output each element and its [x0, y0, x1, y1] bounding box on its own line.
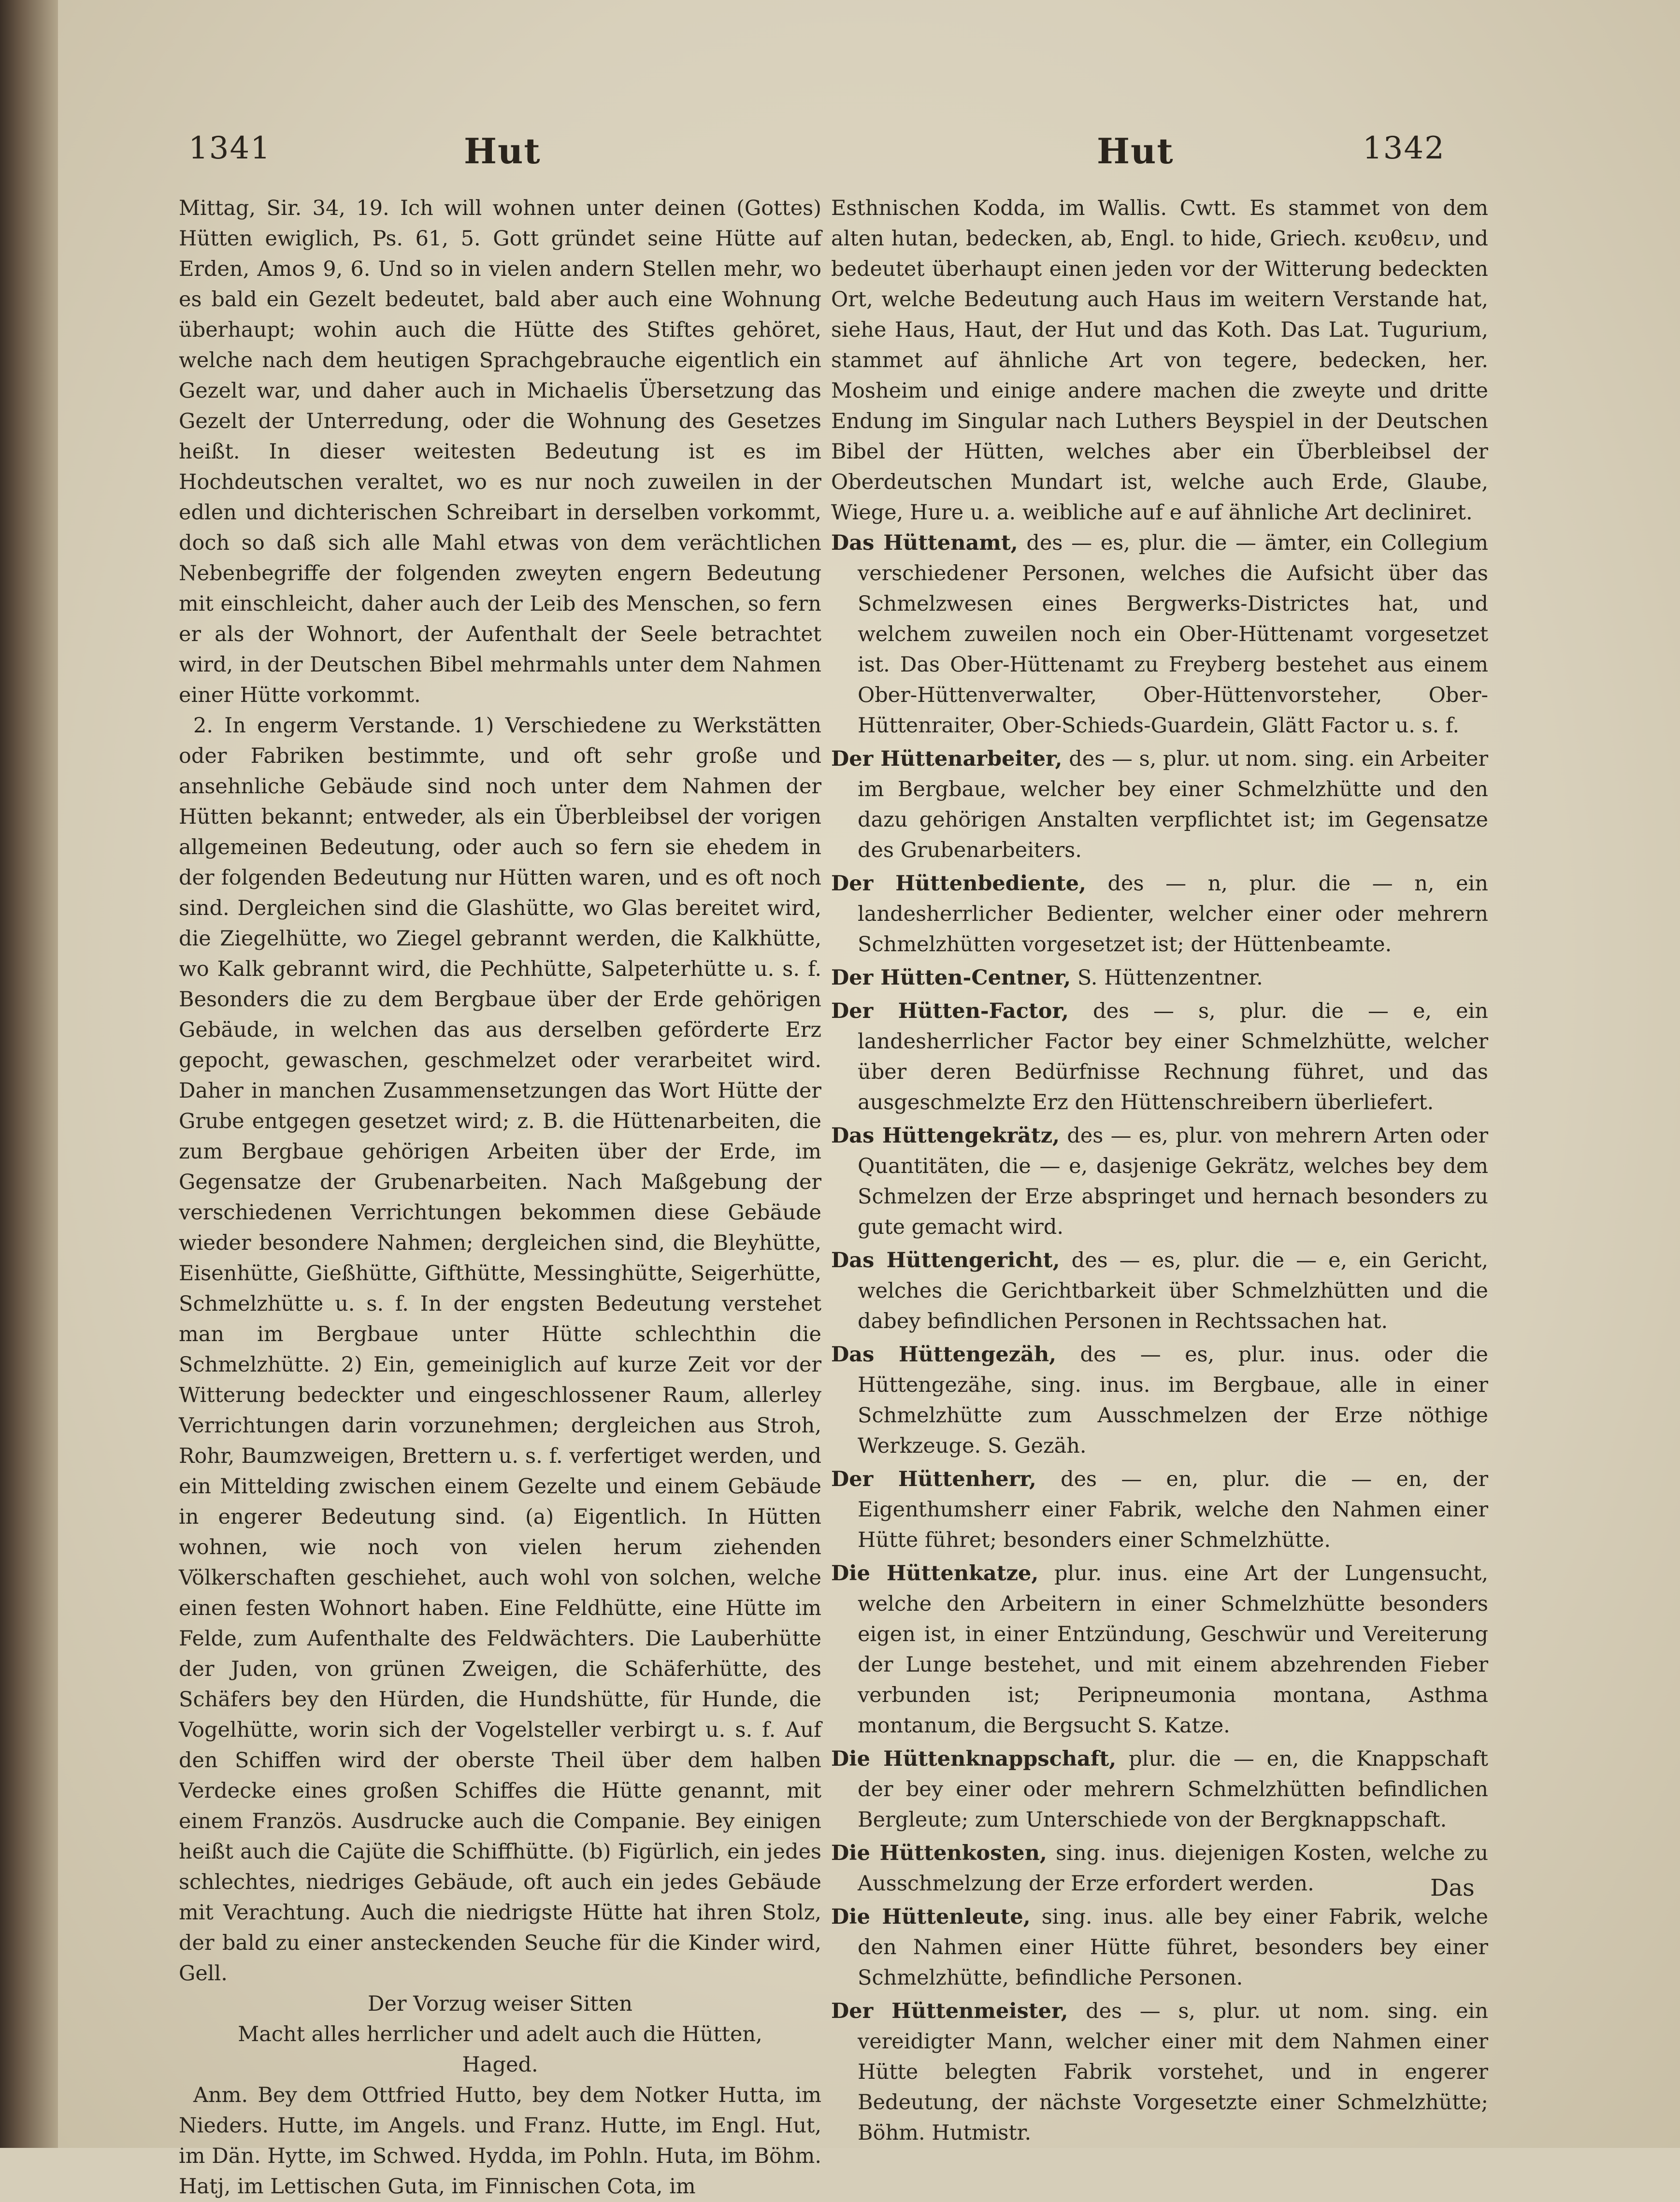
entry-headword: Das Hüttengekrätz, [831, 1124, 1060, 1148]
entry-body: sing. inus. alle bey einer Fabrik, welche den Nahmen einer Hütte führet, besonders bey einer Schmelzhütte, befindliche Personen. [858, 1905, 1489, 1990]
entry-body: plur. inus. eine Art der Lungensucht, welche den Arbeitern in einer Schmelzhütte besonders eigen ist, in einer Entzündung, Geschwür und Vereiterung der Lunge bestehet, und mit einem abzehrenden Fieber verbunden ist; Peripneumonia montana, Asthma montanum, die Bergsucht S. Katze. [858, 1561, 1488, 1738]
entry-body: sing. inus. diejenigen Kosten, welche zu Ausschmelzung der Erze erfordert werden. [858, 1841, 1489, 1896]
verse-line: Macht alles herrlicher und adelt auch die Hütten, [238, 2022, 762, 2046]
entry-headword: Der Hüttenbediente, [831, 872, 1086, 896]
dictionary-entry [831, 1902, 1488, 1993]
page-number-right: 1342 [1363, 130, 1445, 166]
dictionary-entry [831, 744, 1488, 866]
entry-headword: Die Hüttenknappschaft, [831, 1747, 1117, 1771]
entry-headword: Der Hütten-Factor, [831, 999, 1069, 1023]
right-column [831, 193, 1488, 2151]
entry-body: des — s, plur. die — e, ein landesherrlicher Factor bey einer Schmelzhütte, welcher über deren Bedürfnisse Rechnung führet, und das ausgeschmelzte Erz den Hüttenschreibern überliefert. [858, 999, 1488, 1115]
entry-body: des — n, plur. die — n, ein landesherrlicher Bedienter, welcher einer oder mehrern Schmelzhütten vorgesetzet ist; der Hüttenbeamte. [858, 872, 1488, 957]
page-number-left: 1341 [188, 130, 271, 166]
entry-headword: Das Hüttenamt, [831, 531, 1018, 555]
entry-body: des — en, plur. die — en, der Eigenthumsherr einer Fabrik, welche den Nahmen einer Hütte führet; besonders einer Schmelzhütte. [858, 1467, 1489, 1552]
dictionary-entry [831, 1559, 1488, 1741]
annotation-paragraph: Anm. Bey dem Ottfried Hutto, bey dem Notker Hutta, im Nieders. Hutte, im Angels. und Franz. Hutte, im Engl. Hut, im Dän. Hytte, im Schwed. Hydda, im Pohln. Huta, im Böhm. Hatj, im Lettischen Guta, im Finnischen Cota, im [179, 2083, 821, 2199]
dictionary-entry [831, 1245, 1488, 1337]
dictionary-entry [831, 528, 1488, 741]
entry-body: des — es, plur. die — ämter, ein Collegium verschiedener Personen, welches die Aufsicht über das Schmelzwesen eines Bergwerks-Districtes hat, und welchem zuweilen noch ein Ober-Hüttenamt vorgesetzet ist. Das Ober-Hüttenamt zu Freyberg bestehet aus einem Ober-Hüttenverwalter, Ober-Hüttenvorsteher, Ober-Hüttenraiter, Ober-Schieds-Guardein, Glätt Factor u. s. f. [858, 531, 1489, 738]
paragraph: Mittag, Sir. 34, 19. Ich will wohnen unter deinen (Gottes) Hütten ewiglich, Ps. 61, 5. Gott gründet seine Hütte auf Erden, Amos 9, 6. Und so in vielen andern Stellen mehr, wo es bald ein Gezelt bedeutet, bald aber auch eine Wohnung überhaupt; wohin auch die Hütte des Stiftes gehöret, welche nach dem heutigen Sprachgebrauche eigentlich ein Gezelt war, und daher auch in Michaelis Übersetzung das Gezelt der Unterredung, oder die Wohnung des Gesetzes heißt. In dieser weitesten Bedeutung ist es im Hochdeutschen veraltet, wo es nur noch zuweilen in der edlen und dichterischen Schreibart in derselben vorkommt, doch so daß sich alle Mahl etwas von dem verächtlichen Nebenbegriffe der folgenden zweyten engern Bedeutung mit einschleicht, daher auch der Leib des Menschen, so fern er als der Wohnort, der Aufenthalt der Seele betrachtet wird, in der Deutschen Bibel mehrmahls unter dem Nahmen einer Hütte vorkommt. [179, 196, 821, 707]
entry-body: des — s, plur. ut nom. sing. ein vereidigter Mann, welcher einer mit dem Nahmen einer Hütte belegten Fabrik vorstehet, und in engerer Bedeutung, der nächste Vorgesetzte einer Schmelzhütte; Böhm. Hutmistr. [858, 1999, 1489, 2145]
dictionary-entry [831, 869, 1488, 960]
entry-headword: Die Hüttenkosten, [831, 1841, 1047, 1865]
dictionary-entries [831, 528, 1488, 2148]
entry-headword: Der Hüttenmeister, [831, 1999, 1068, 2023]
dictionary-entry [831, 1744, 1488, 1835]
book-page [58, 0, 1680, 2199]
catchword: Das [1430, 1874, 1475, 1902]
entry-body: S. Hüttenzentner. [1077, 966, 1263, 990]
running-head-right: Hut [1097, 130, 1174, 172]
left-column [179, 193, 821, 2202]
entry-body: des — s, plur. ut nom. sing. ein Arbeiter im Bergbaue, welcher bey einer Schmelzhütte und den dazu gehörigen Anstalten verpflichtet ist; im Gegensatze des Grubenarbeiters. [858, 747, 1488, 862]
entry-body: des — es, plur. die — e, ein Gericht, welches die Gerichtbarkeit über Schmelzhütten und die dabey befindlichen Personen in Rechtssachen hat. [858, 1248, 1488, 1333]
entry-headword: Das Hüttengericht, [831, 1248, 1060, 1273]
dictionary-entry [831, 1838, 1488, 1899]
dictionary-entry [831, 1996, 1488, 2148]
dictionary-entry [831, 1464, 1488, 1556]
entry-headword: Die Hüttenleute, [831, 1905, 1031, 1929]
entry-body: des — es, plur. inus. oder die Hüttengezähe, sing. inus. im Bergbaue, alle in einer Schmelzhütte zum Ausschmelzen der Erze nöthige Werkzeuge. S. Gezäh. [858, 1343, 1488, 1458]
paragraph: Esthnischen Kodda, im Wallis. Cwtt. Es stammet von dem alten hutan, bedecken, ab, Engl. to hide, Griech. κευθειν, und bedeutet überhaupt einen jeden vor der Witterung bedeckten Ort, welche Bedeutung auch Haus im weitern Verstande hat, siehe Haus, Haut, der Hut und das Koth. Das Lat. Tugurium, stammet auf ähnliche Art von tegere, bedecken, her. Mosheim und einige andere machen die zweyte und dritte Endung im Singular nach Luthers Beyspiel in der Deutschen Bibel der Hütten, welches aber ein Überbleibsel der Oberdeutschen Mundart ist, welche auch Erde, Glaube, Wiege, Hure u. a. weibliche auf e auf ähnliche Art decliniret. [831, 196, 1488, 525]
dictionary-entry [831, 996, 1488, 1118]
entry-headword: Der Hüttenarbeiter, [831, 747, 1063, 771]
entry-headword: Der Hütten-Centner, [831, 966, 1071, 990]
running-head-left: Hut [464, 130, 541, 172]
paragraph: 2. In engerm Verstande. 1) Verschiedene zu Werkstätten oder Fabriken bestimmte, und oft sehr große und ansehnliche Gebäude sind noch unter dem Nahmen der Hütten bekannt; entweder, als ein Überbleibsel der vorigen allgemeinen Bedeutung, oder auch so fern sie ehedem in der folgenden Bedeutung nur Hütten waren, und es oft noch sind. Dergleichen sind die Glashütte, wo Glas bereitet wird, die Ziegelhütte, wo Ziegel gebrannt werden, die Kalkhütte, wo Kalk gebrannt wird, die Pechhütte, Salpeterhütte u. s. f. Besonders die zu dem Bergbaue über der Erde gehörigen Gebäude, in welchen das aus derselben geförderte Erz gepocht, gewaschen, geschmelzet oder verarbeitet wird. Daher in manchen Zusammensetzungen das Wort Hütte der Grube entgegen gesetzet wird; z. B. die Hüttenarbeiten, die zum Bergbaue gehörigen Arbeiten über der Erde, im Gegensatze der Grubenarbeiten. Nach Maßgebung der verschiedenen Verrichtungen bekommen diese Gebäude wieder besondere Nahmen; dergleichen sind, die Bleyhütte, Eisenhütte, Gießhütte, Gifthütte, Messinghütte, Seigerhütte, Schmelzhütte u. s. f. In der engsten Bedeutung verstehet man im Bergbaue unter Hütte schlechthin die Schmelzhütte. 2) Ein, gemeiniglich auf kurze Zeit vor der Witterung bedeckter und eingeschlossener Raum, allerley Verrichtungen darin vorzunehmen; dergleichen aus Stroh, Rohr, Baumzweigen, Brettern u. s. f. verfertiget werden, und ein Mittelding zwischen einem Gezelte und einem Gebäude in engerer Bedeutung sind. (a) Eigentlich. In Hütten wohnen, wie noch von vielen herum ziehenden Völkerschaften geschiehet, auch wohl von solchen, welche einen festen Wohnort haben. Eine Feldhütte, eine Hütte im Felde, zum Aufenthalte des Feldwächters. Die Lauberhütte der Juden, von grünen Zweigen, die Schäferhütte, des Schäfers bey den Hürden, die Hundshütte, für Hunde, die Vogelhütte, worin sich der Vogelsteller verbirgt u. s. f. Auf den Schiffen wird der oberste Theil über dem halben Verdecke eines großen Schiffes die Hütte genannt, mit einem Französ. Ausdrucke auch die Companie. Bey einigen heißt auch die Cajüte die Schiffhütte. (b) Figürlich, ein jedes schlechtes, niedriges Gebäude, oft auch ein jedes Gebäude mit Verachtung. Auch die niedrigste Hütte hat ihren Stolz, der bald zu einer ansteckenden Seuche für die Kinder wird, Gell. [179, 714, 821, 1986]
entry-headword: Der Hüttenherr, [831, 1467, 1036, 1491]
book-spine [0, 0, 58, 2148]
dictionary-entry [831, 1121, 1488, 1243]
entry-body: plur. die — en, die Knappschaft der bey einer oder mehrern Schmelzhütten befindlichen Bergleute; zum Unterschiede von der Bergknappschaft. [858, 1747, 1488, 1832]
verse-line: Der Vorzug weiser Sitten [368, 1992, 632, 2016]
dictionary-entry [831, 1340, 1488, 1461]
entry-body: des — es, plur. von mehrern Arten oder Quantitäten, die — e, dasjenige Gekrätz, welches bey dem Schmelzen der Erze abspringet und hernach besonders zu gute gemacht wird. [858, 1124, 1488, 1239]
entry-headword: Das Hüttengezäh, [831, 1343, 1057, 1367]
verse-author: Haged. [462, 2053, 538, 2077]
entry-headword: Die Hüttenkatze, [831, 1561, 1039, 1586]
dictionary-entry [831, 963, 1488, 993]
